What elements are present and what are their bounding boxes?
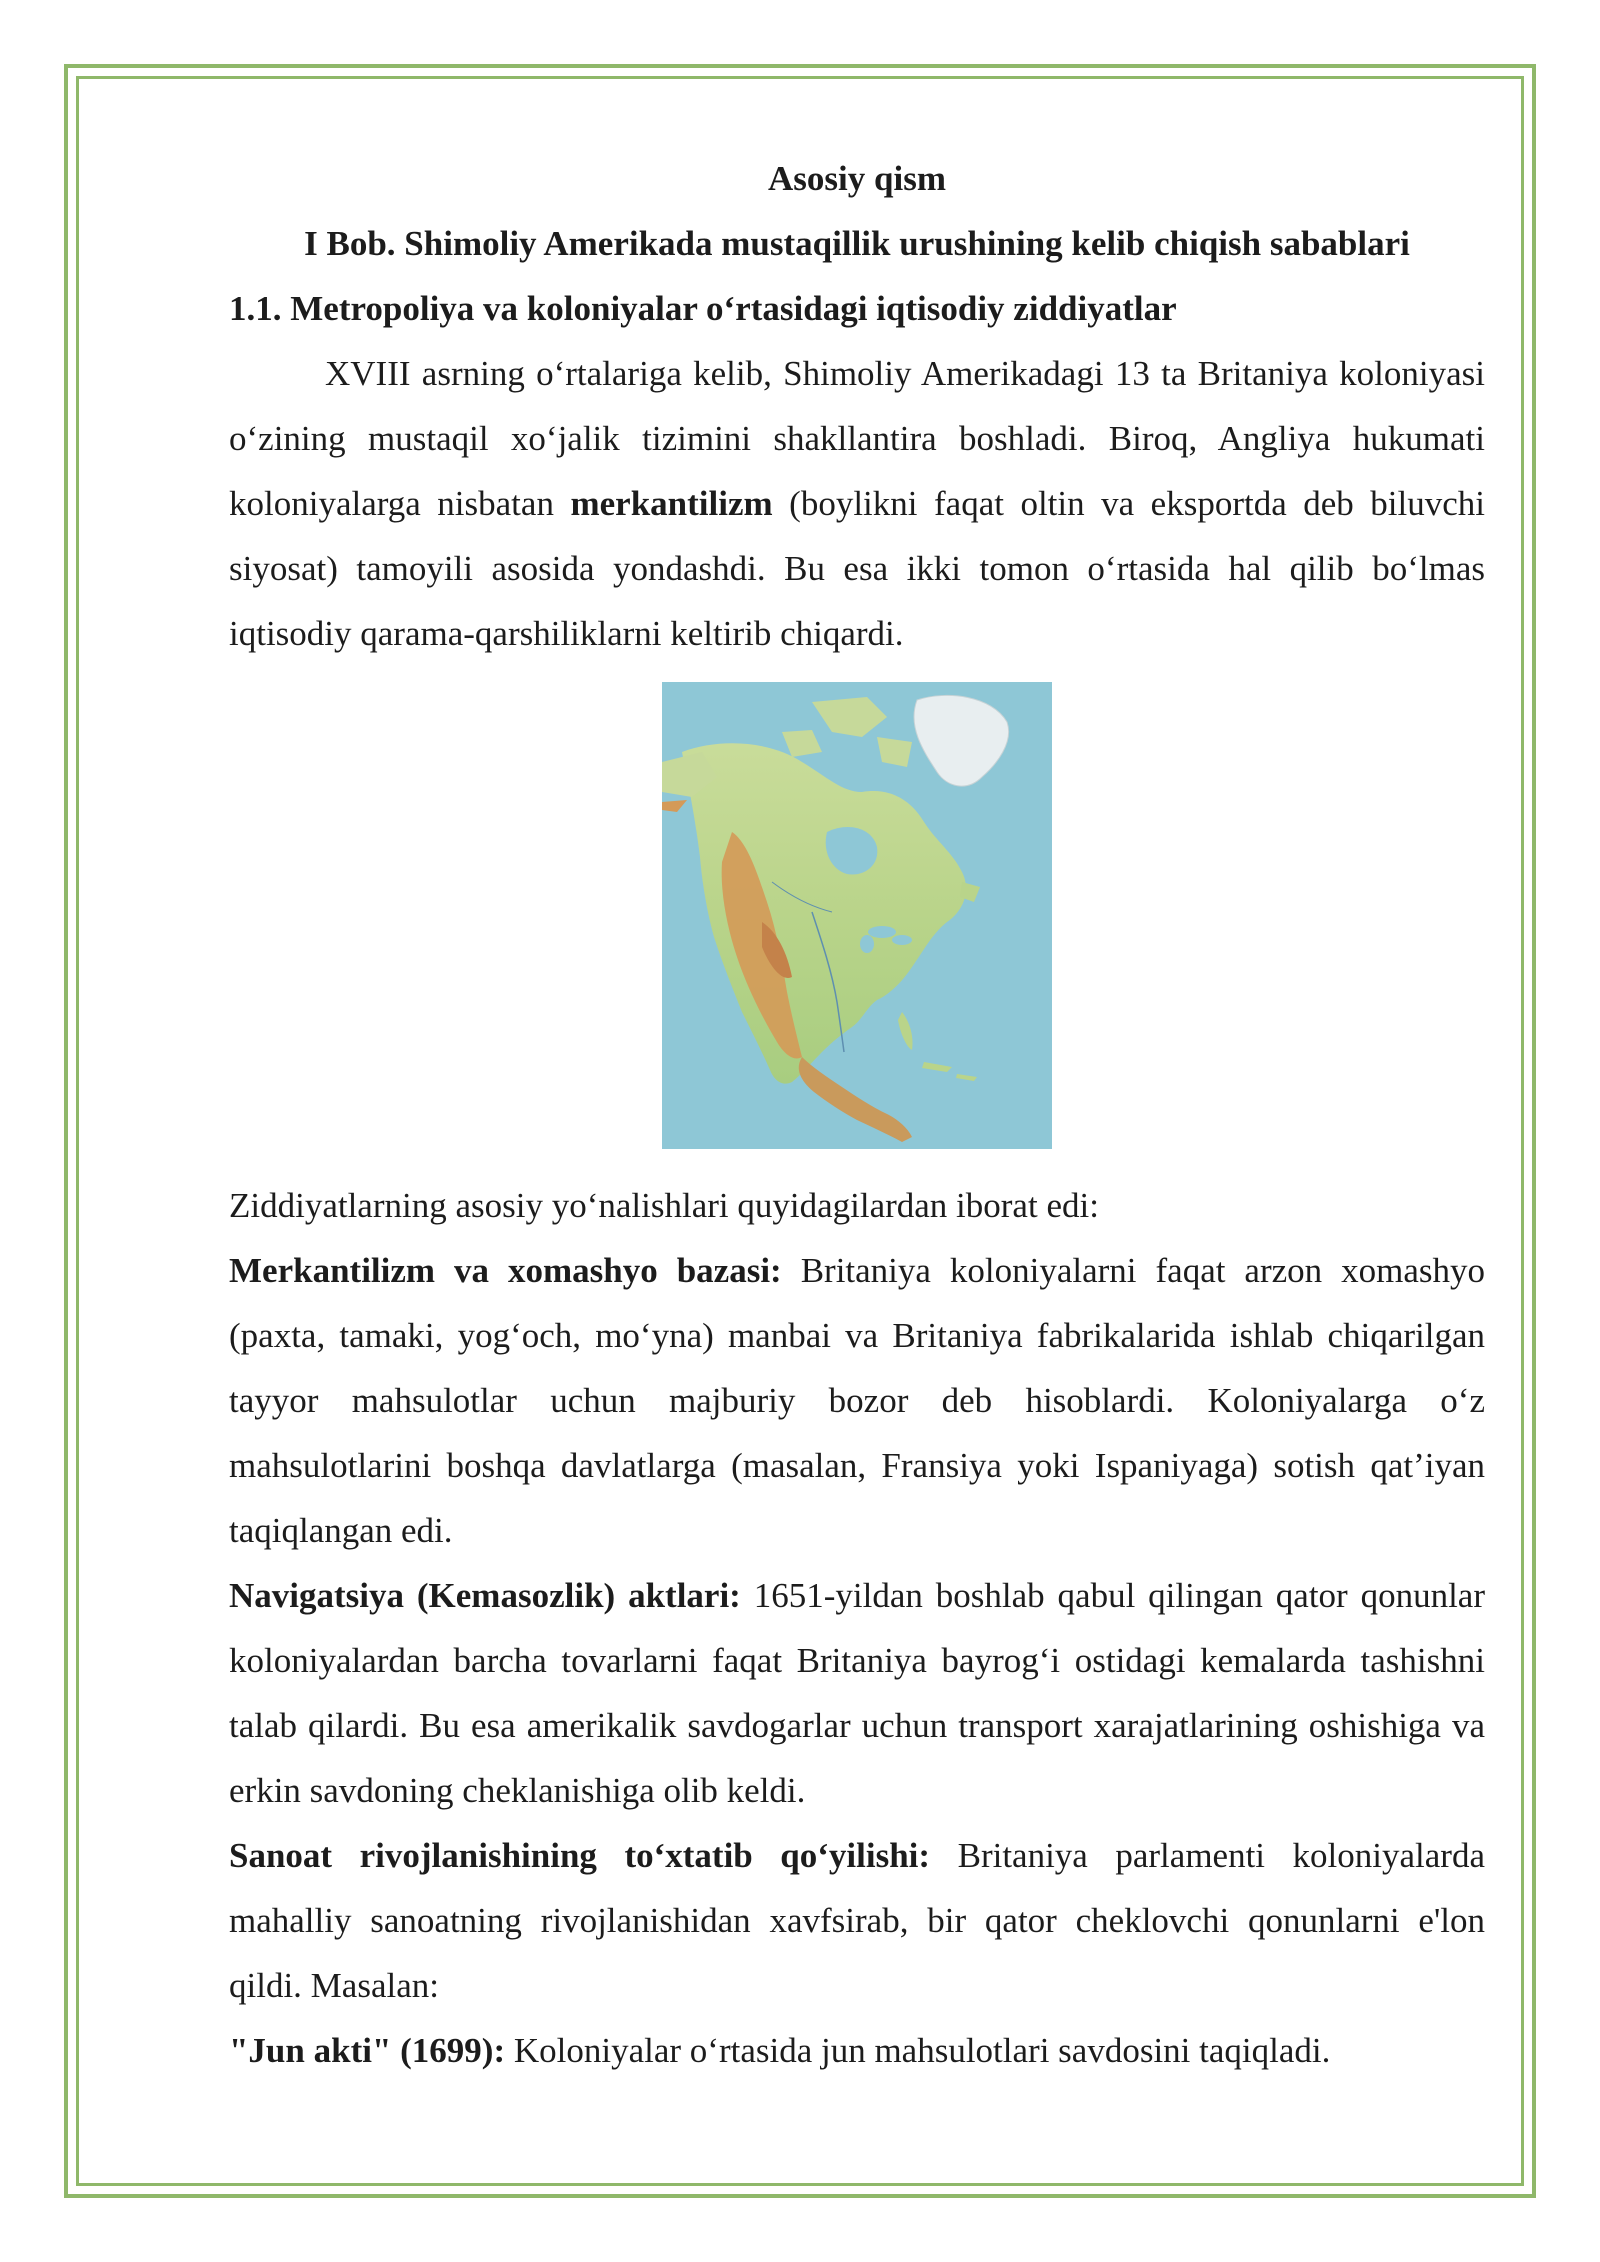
list-item-text: Britaniya koloniyalarni faqat arzon xomashyo (paxta, tamaki, yog‘och, mo‘yna) manbai va Britaniya fabrikalarida ishlab chiqarilgan tayyor mahsulotlar uchun majburiy bozor deb hisoblardi. Koloniyalarga o‘z mahsulotlarini boshqa davlatlarga (masalan, Fransiya yoki Ispaniyaga) sotish qat’iyan taqiqlangan edi. [229,1251,1485,1550]
north-america-map-icon [662,682,1052,1149]
list-item-text: 1651-yildan boshlab qabul qilingan qator qonunlar koloniyalardan barcha tovarlarni faqat Britaniya bayrog‘i ostidagi kemalarda tashishni talab qilardi. Bu esa amerikalik savdogarlar uchun transport xarajatlarining oshishiga va erkin savdoning cheklanishiga olib keldi. [229,1576,1485,1810]
list-intro: Ziddiyatlarning asosiy yo‘nalishlari quyidagilardan iborat edi: [229,1186,1099,1225]
document-body [229,146,1485,2083]
list-item-text: Britaniya parlamenti koloniyalarda mahalliy sanoatning rivojlanishidan xavfsirab, bir qator cheklovchi qonunlarni e'lon qildi. Masalan: [229,1836,1485,2005]
section-heading: 1.1. Metropoliya va koloniyalar o‘rtasidagi iqtisodiy ziddiyatlar [229,289,1177,328]
intro-text-before: XVIII asrning o‘rtalariga kelib, Shimoliy Amerikadagi 13 ta Britaniya koloniyasi o‘zining mustaqil xo‘jalik tizimini shakllantira boshladi. Biroq, Angliya hukumati koloniyalarga nisbatan [229,354,1485,523]
chapter-heading: I Bob. Shimoliy Amerikada mustaqillik urushining kelib chiqish sabablari [304,224,1410,263]
list-item [229,2018,1485,2083]
list-item-text: Koloniyalar o‘rtasida jun mahsulotlari savdosini taqiqladi. [505,2031,1331,2070]
list-item-term: Sanoat rivojlanishining to‘xtatib qo‘yilishi: [229,1836,931,1875]
north-america-map-figure [662,682,1052,1149]
list-item-term: Merkantilizm va xomashyo bazasi: [229,1251,782,1290]
list-item-term: Navigatsiya (Kemasozlik) aktlari: [229,1576,741,1615]
list-item [229,1238,1485,1563]
part-heading: Asosiy qism [768,159,946,198]
list-item-term: "Jun akti" (1699): [229,2031,506,2070]
list-item [229,1823,1485,2018]
intro-paragraph [229,341,1485,666]
intro-text-after: (boylikni faqat oltin va eksportda deb biluvchi siyosat) tamoyili asosida yondashdi. Bu esa ikki tomon o‘rtasida hal qilib bo‘lmas iqtisodiy qarama-qarshiliklarni keltirib chiqardi. [229,484,1486,653]
intro-term: merkantilizm [570,484,773,523]
list-item [229,1563,1485,1823]
